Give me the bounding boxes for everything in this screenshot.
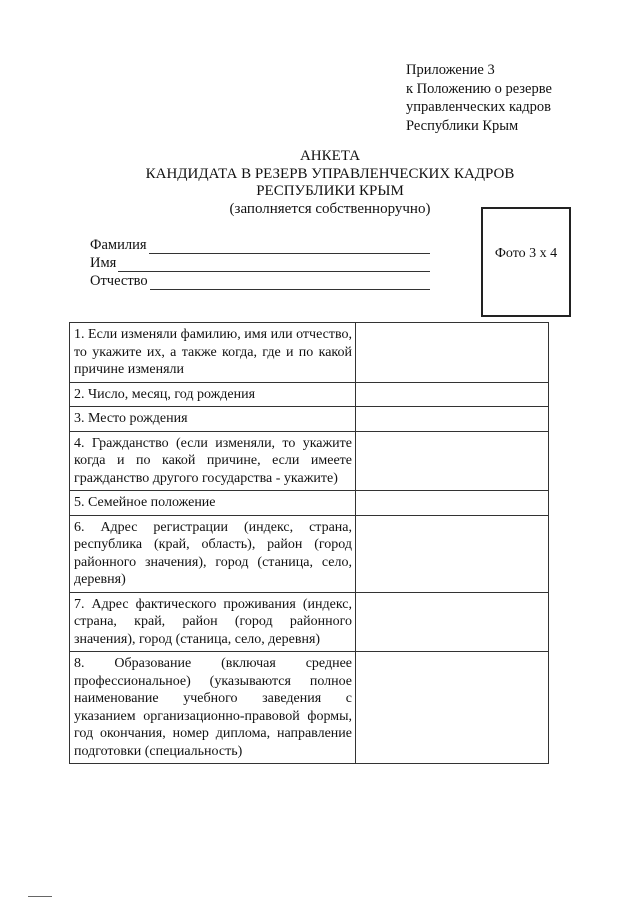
table-row — [70, 323, 549, 383]
question-cell: 6. Адрес регистрации (индекс, страна, республика (край, область), район (город районного значения), город (станица, село, деревня) — [70, 515, 356, 592]
questionnaire-table — [69, 322, 549, 764]
scan-mark — [28, 896, 52, 897]
title-line: АНКЕТА — [299, 148, 361, 164]
question-cell: 5. Семейное положение — [70, 491, 356, 516]
answer-cell[interactable] — [356, 407, 549, 432]
appendix-line: к Положению о резерве — [406, 80, 552, 97]
patronymic-input-line[interactable] — [150, 277, 430, 290]
question-cell: 8. Образование (включая среднее профессиональное) (указываются полное наименование учебного заведения с указанием организационно-правовой формы, год окончания, номер диплома, направление подготовки (специальность) — [70, 652, 356, 764]
question-cell: 3. Место рождения — [70, 407, 356, 432]
appendix-note — [406, 61, 606, 135]
question-cell: 1. Если изменяли фамилию, имя или отчество, то укажите их, а также когда, где и по какой причине изменяли — [70, 323, 356, 383]
title-line: РЕСПУБЛИКИ КРЫМ — [256, 183, 404, 199]
question-cell: 2. Число, месяц, год рождения — [70, 382, 356, 407]
appendix-line: управленческих кадров — [406, 99, 551, 115]
table-row — [70, 592, 549, 652]
surname-input-line[interactable] — [149, 241, 431, 254]
patronymic-label: Отчество — [90, 273, 148, 289]
name-field — [90, 254, 430, 272]
photo-box — [481, 207, 571, 317]
answer-cell[interactable] — [356, 382, 549, 407]
answer-cell[interactable] — [356, 652, 549, 764]
table-row — [70, 515, 549, 592]
table-row — [70, 431, 549, 491]
surname-label: Фамилия — [90, 237, 147, 253]
name-input-line[interactable] — [118, 259, 430, 272]
table-row — [70, 407, 549, 432]
patronymic-field — [90, 272, 430, 290]
table-row — [70, 491, 549, 516]
appendix-line: Приложение 3 — [406, 62, 495, 78]
question-cell: 4. Гражданство (если изменяли, то укажите когда и по какой причине, если имеете гражданство другого государства - укажите) — [70, 431, 356, 491]
answer-cell[interactable] — [356, 592, 549, 652]
photo-label: Фото 3 х 4 — [494, 246, 558, 261]
answer-cell[interactable] — [356, 515, 549, 592]
surname-field — [90, 236, 430, 254]
answer-cell[interactable] — [356, 431, 549, 491]
table-row — [70, 382, 549, 407]
name-fields — [90, 236, 430, 290]
answer-cell[interactable] — [356, 491, 549, 516]
table-row — [70, 652, 549, 764]
answer-cell[interactable] — [356, 323, 549, 383]
title-line: КАНДИДАТА В РЕЗЕРВ УПРАВЛЕНЧЕСКИХ КАДРОВ — [145, 165, 515, 182]
title-subline: (заполняется собственноручно) — [229, 200, 431, 217]
name-label: Имя — [90, 255, 117, 271]
appendix-line: Республики Крым — [406, 117, 519, 134]
question-cell: 7. Адрес фактического проживания (индекс, страна, край, район (город районного значения), город (станица, село, деревня) — [70, 592, 356, 652]
